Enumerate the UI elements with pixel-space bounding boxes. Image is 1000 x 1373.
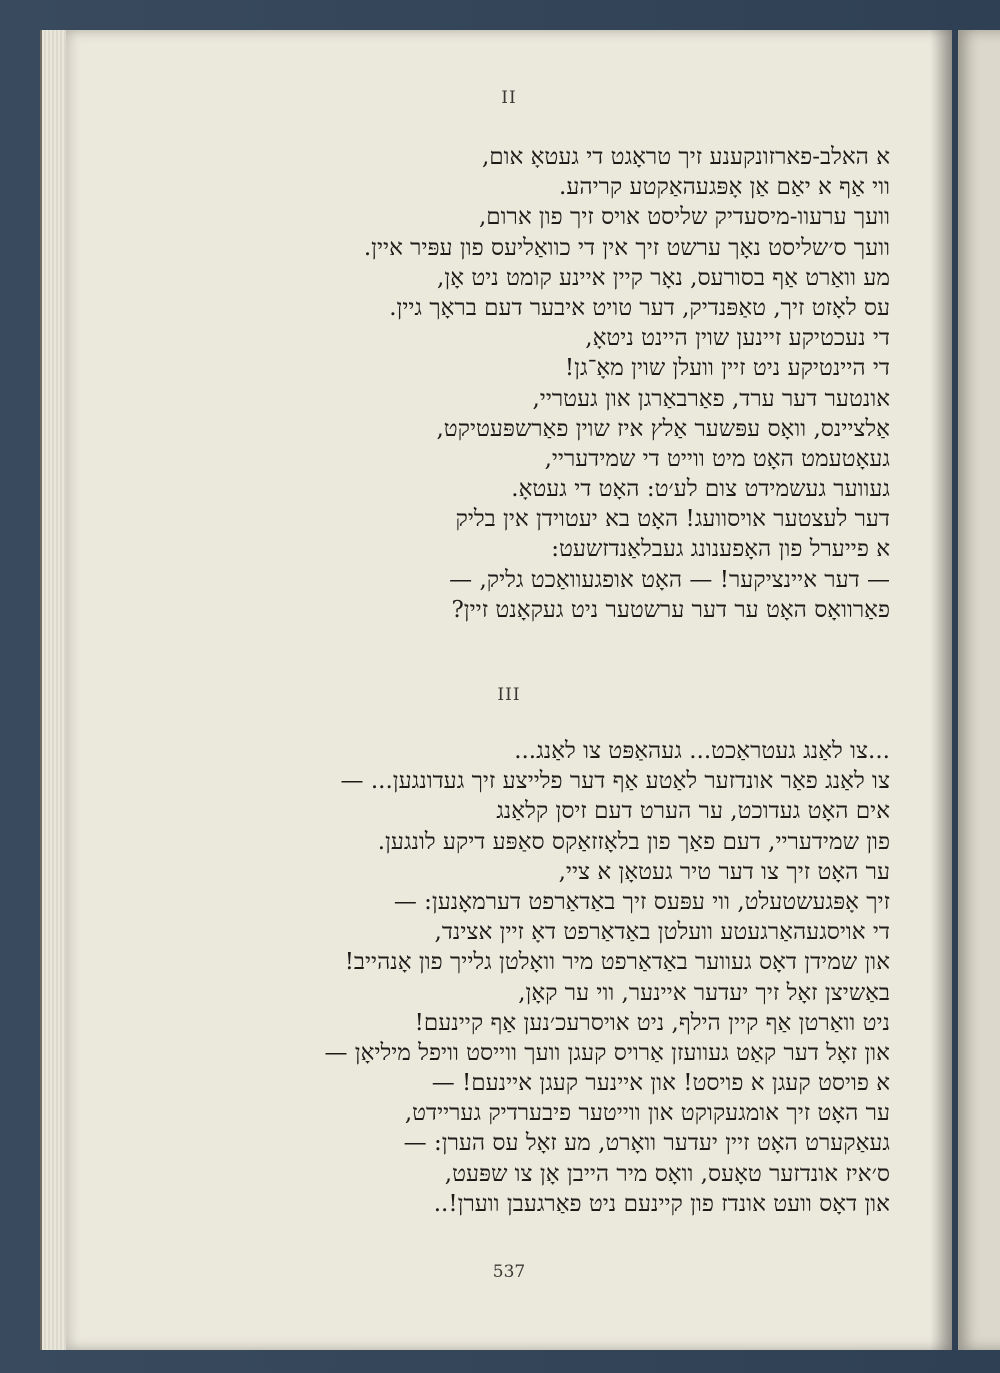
- poem-section-3: [130, 736, 890, 1219]
- poem-line: עס לאָזט זיך, טאַפּנדיק, דער טויט איבער דעם בראָך גיין.: [389, 294, 890, 321]
- poem-section-2: [130, 142, 890, 625]
- poem-line: באַשיצן זאָל זיך יעדער איינער, ווי ער קאָן,: [518, 979, 890, 1006]
- section-number-2: II: [501, 88, 517, 108]
- poem-line: די אויסגעהאַרגעטע וועלטן באַדאַרפט דאָ זיין אצינד,: [434, 919, 890, 946]
- section-number-3: III: [497, 685, 521, 705]
- poem-line: וועך ס׳שליסט נאָך ערשט זיך אין די כוואַליעס פון עפּיר איין.: [363, 234, 890, 261]
- poem-line: ער האָט זיך צו דער טיר געטאָן א ציי,: [558, 858, 890, 885]
- poem-line: ס׳איז אונדזער טאָעס, וואָס מיר הייבן אָן צו שפּעט,: [444, 1160, 890, 1187]
- poem-line: אים האָט געדוכט, ער הערט דעם זיסן קלאַנג: [496, 798, 890, 825]
- poem-line: די היינטיקע ניט זיין וועלן שוין מאָ־גן!: [564, 355, 890, 382]
- poem-line: צו לאַנג פאַר אונדזער לאַטע אַף דער פלייצע זיך געדונגען... —: [340, 768, 890, 795]
- poem-line: — דער איינציקער! — האָט אופגעוואַכט גליק, —: [449, 566, 890, 593]
- poem-line: זיך אָפּגעשטעלט, ווי עפּעס זיך באַדאַרפט דערמאָנען: —: [393, 888, 890, 915]
- page-number: 537: [492, 1262, 526, 1282]
- facing-page: [958, 30, 1000, 1350]
- book-page: [66, 30, 952, 1350]
- poem-line: געאַקערט האָט זיין יעדער וואָרט, מע זאָל עס הערן: —: [403, 1130, 890, 1157]
- poem-line: געווער געשמידט צום לע׳ט: האָט די געטאָ.: [511, 476, 890, 503]
- poem-line: ער האָט זיך אומגעקוקט און ווייטער פיבערדיק געריידט,: [404, 1100, 890, 1127]
- poem-line: פון שמידעריי, דעם פאַך פון בלאָזזאַקס סאַפּע דיקע לונגען.: [377, 828, 890, 855]
- poem-line: ווי אַף א יאַם אַן אָפּגעהאַקטע קריהע.: [559, 174, 890, 201]
- poem-line: מע וואַרט אַף בסורעס, נאָר קיין איינע קומט ניט אָן,: [437, 264, 890, 291]
- poem-line: אונטער דער ערד, פאַרבאַרגן און געטריי,: [532, 385, 890, 412]
- poem-line: דער לעצטער אויסוועג! האָט בא יעטוידן אין בליק: [455, 506, 890, 533]
- poem-line: פאַרוואָס האָט ער דער ערשטער ניט געקאָנט זיין?: [451, 596, 890, 623]
- poem-line: די נעכטיקע זיינען שוין היינט ניטאָ,: [585, 325, 890, 352]
- poem-line: ניט וואַרטן אַף קיין הילף, ניט אויסרעכ׳נען אַף קיינעם!: [414, 1009, 890, 1036]
- poem-line: א פייערל פון האָפענונג געבלאַנדזשעט:: [551, 536, 890, 563]
- poem-line: וועך ערעוו-מיסעדיק שליסט אויס זיך פון ארום,: [478, 204, 890, 231]
- poem-line: און שמידן דאָס געווער באַדאַרפט מיר וואָלטן גלייך פון אָנהייב!: [344, 949, 890, 976]
- poem-line: ...צו לאַנג געטראַכט... געהאַפּט צו לאַנג...: [514, 738, 890, 764]
- poem-line: און זאָל דער קאַט געוועזן אַרויס קעגן וועך ווייסט וויפל מיליאָן —: [324, 1039, 890, 1066]
- poem-line: א פויסט קעגן א פויסט! און איינער קעגן איינעם! —: [431, 1070, 890, 1097]
- poem-line: אַלציינס, וואָס עפּשער אַלץ איז שוין פאַרשפּעטיקט,: [436, 415, 890, 442]
- poem-line: געאָטעמט האָט מיט ווייט די שמידעריי,: [544, 445, 890, 472]
- poem-line: און דאָס וועט אונדז פון קיינעם ניט פאַרגעבן ווערן!..: [433, 1190, 890, 1217]
- poem-line: א האלב-פארזונקענע זיך טראָגט די געטאָ אום,: [481, 144, 890, 170]
